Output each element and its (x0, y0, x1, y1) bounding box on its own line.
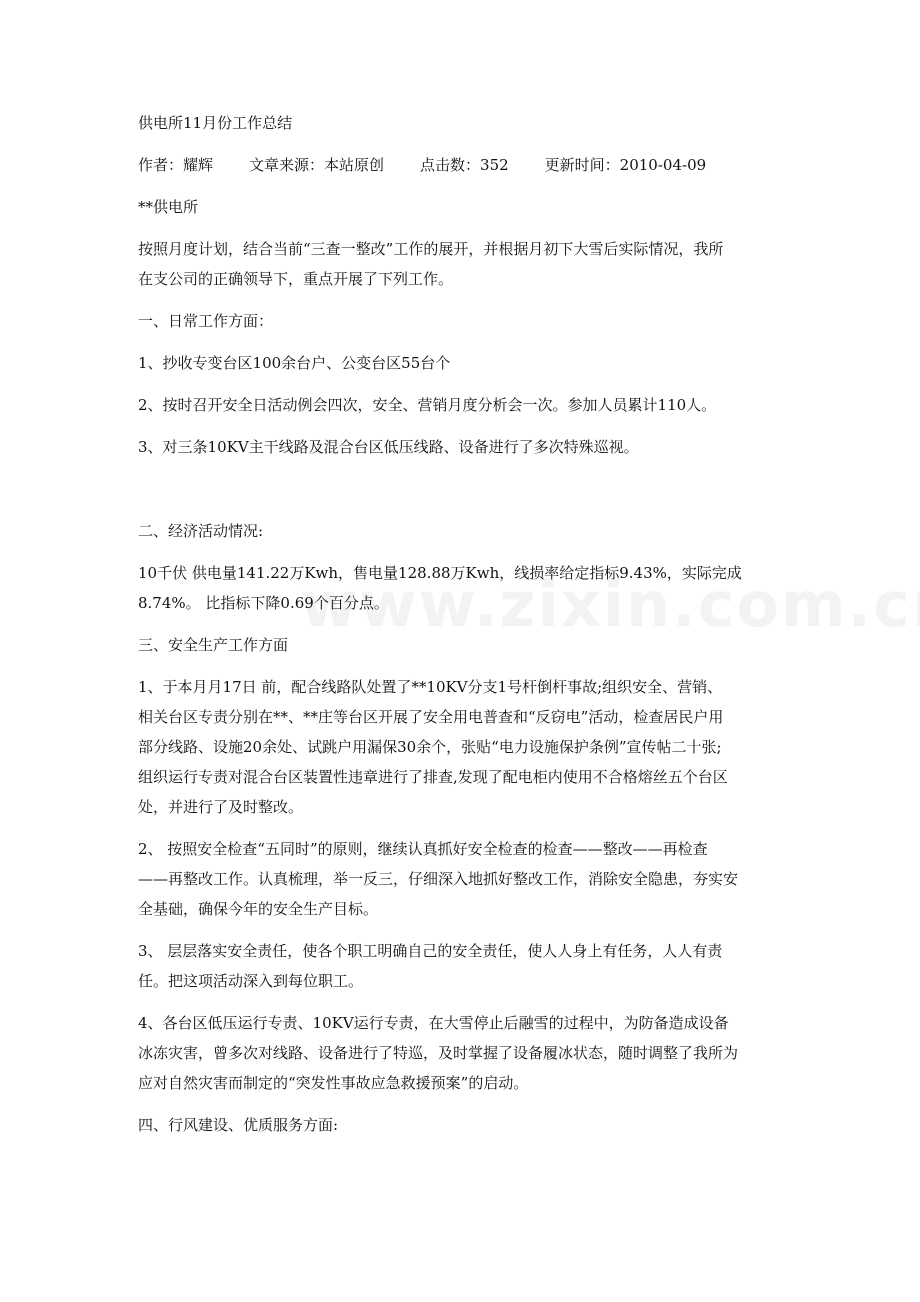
author: 作者：耀辉 (138, 156, 214, 174)
paragraph-line: 相关台区专责分别在**、**庄等台区开展了安全用电普查和“反窃电”活动，检查居民户用 (138, 708, 724, 726)
paragraph-line: 8.74%。 比指标下降0.69个百分点。 (138, 594, 389, 612)
list-item: 1、抄收专变台区100余台户、公变台区55台个 (138, 354, 451, 372)
paragraph-line: 部分线路、设施20余处、试跳户用漏保30余个，张贴“电力设施保护条例”宣传帖二十张; (138, 738, 722, 756)
update-time: 更新时间：2010-04-09 (544, 156, 707, 174)
paragraph-line: ——再整改工作。认真梳理，举一反三，仔细深入地抓好整改工作，消除安全隐患，夯实安 (138, 870, 739, 888)
paragraph-line: 冰冻灾害，曾多次对线路、设备进行了特巡，及时掌握了设备履冰状态，随时调整了我所为 (138, 1044, 739, 1062)
paragraph-line: 4、各台区低压运行专责、10KV运行专责，在大雪停止后融雪的过程中，为防备造成设备 (138, 1014, 729, 1032)
paragraph-line: 3、 层层落实安全责任，使各个职工明确自己的安全责任，使人人身上有任务，人人有责 (138, 942, 723, 960)
section-heading: 一、日常工作方面： (138, 312, 274, 330)
list-item: 2、按时召开安全日活动例会四次，安全、营销月度分析会一次。参加人员累计110人。 (138, 396, 717, 414)
section-heading: 四、行风建设、优质服务方面: (138, 1116, 339, 1134)
paragraph-line: 按照月度计划，结合当前“三查一整改”工作的展开，并根据月初下大雪后实际情况，我所 (138, 240, 724, 258)
section-heading: 二、经济活动情况: (138, 522, 264, 540)
safety-item-2 (138, 834, 788, 924)
paragraph-line: 2、 按照安全检查“五同时”的原则，继续认真抓好安全检查的检查——整改——再检查 (138, 840, 708, 858)
economic-paragraph (138, 558, 788, 618)
paragraph-line: 10千伏 供电量141.22万Kwh，售电量128.88万Kwh，线损率给定指标9.43%，实际完成 (138, 564, 742, 582)
source: 文章来源：本站原创 (249, 156, 385, 174)
intro-paragraph (138, 234, 788, 294)
paragraph-line: 在支公司的正确领导下，重点开展了下列工作。 (138, 270, 454, 288)
document-title: 供电所11月份工作总结 (138, 114, 293, 132)
safety-item-1 (138, 672, 788, 822)
section-heading: 三、安全生产工作方面 (138, 636, 289, 654)
paragraph-line: 1、于本月月17日 前，配合线路队处置了**10KV分支1号杆倒杆事故;组织安全、营销、 (138, 678, 723, 696)
safety-item-4 (138, 1008, 788, 1098)
document-body (138, 108, 788, 1140)
paragraph-line: 组织运行专责对混合台区装置性违章进行了排查,发现了配电柜内使用不合格熔丝五个台区 (138, 768, 728, 786)
organization: **供电所 (138, 198, 199, 216)
paragraph-line: 处，并进行了及时整改。 (138, 798, 304, 816)
paragraph-line: 全基础，确保今年的安全生产目标。 (138, 900, 379, 918)
paragraph-line: 应对自然灾害而制定的“突发性事故应急救援预案”的启动。 (138, 1074, 529, 1092)
article-meta (138, 150, 788, 180)
list-item: 3、对三条10KV主干线路及混合台区低压线路、设备进行了多次特殊巡视。 (138, 438, 639, 456)
paragraph-line: 任。把这项活动深入到每位职工。 (138, 972, 364, 990)
safety-item-3 (138, 936, 788, 996)
hit-count: 点击数：352 (420, 156, 509, 174)
